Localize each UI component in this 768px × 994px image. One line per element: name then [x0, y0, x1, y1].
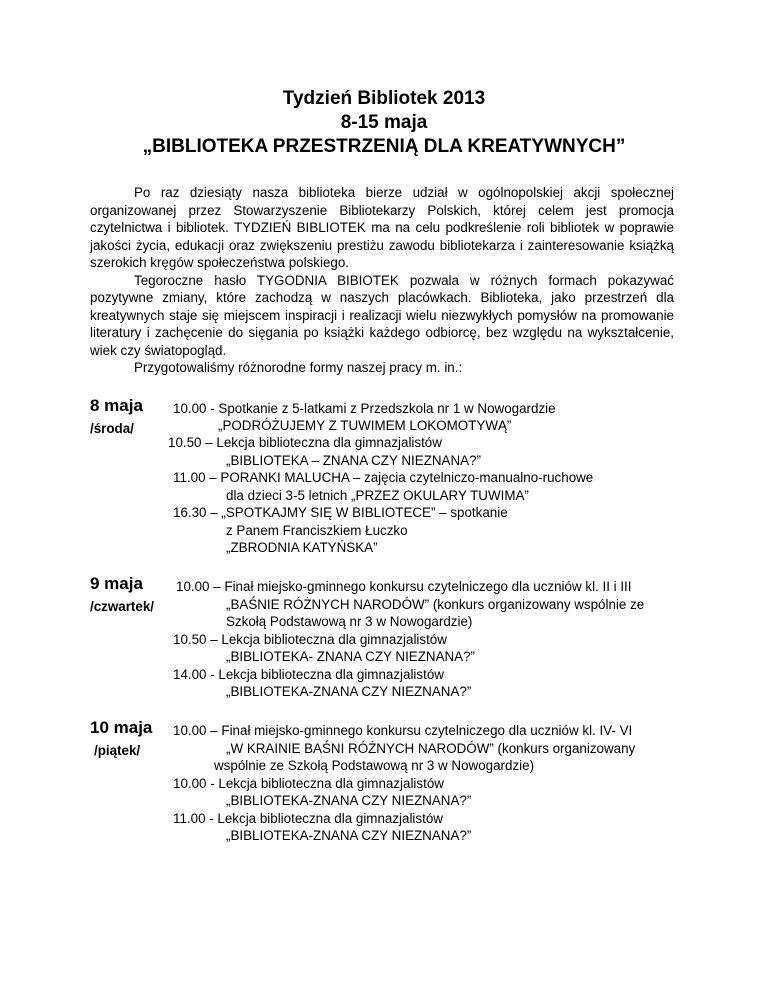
event-line: 10.00 – Finał miejsko-gminnego konkursu czytelniczego dla uczniów kl. IV- VI	[173, 723, 633, 738]
event-line: 16.30 – „SPOTKAJMY SIĘ W BIBLIOTECE” – spotkanie	[173, 505, 508, 520]
event-line: „PODRÓŻUJEMY Z TUWIMEM LOKOMOTYWĄ”	[218, 418, 512, 433]
event-line: z Panem Franciszkiem Łuczko	[226, 523, 408, 538]
day-block-10-maja	[90, 718, 152, 760]
day-name: 9 maja	[90, 574, 143, 593]
slogan-title: „BIBLIOTEKA PRZESTRZENIĄ DLA KREATYWNYCH”	[142, 136, 626, 157]
event-line: dla dzieci 3-5 letnich „PRZEZ OKULARY TUWIMA”	[226, 488, 529, 503]
event-line: 10.50 – Lekcja biblioteczna dla gimnazjalistów	[168, 435, 442, 450]
document-title: Tydzień Bibliotek 2013	[282, 88, 486, 109]
event-line: „BIBLIOTEKA-ZNANA CZY NIEZNANA?”	[226, 684, 472, 699]
event-line: „BIBLIOTEKA-ZNANA CZY NIEZNANA?”	[226, 828, 472, 843]
event-line: „BIBLIOTEKA- ZNANA CZY NIEZNANA?”	[226, 649, 476, 664]
intro-paragraph-3: Przygotowaliśmy różnorodne formy naszej pracy m. in.:	[134, 360, 463, 375]
day-weekday: /czwartek/	[90, 599, 155, 614]
day-weekday: /środa/	[90, 421, 134, 436]
day-weekday: /piątek/	[94, 743, 141, 758]
event-line: 10.00 – Finał miejsko-gminnego konkursu czytelniczego dla uczniów kl. II i III	[176, 579, 632, 594]
event-line: wspólnie ze Szkołą Podstawową nr 3 w Nowogardzie)	[214, 758, 535, 773]
day-block-9-maja	[90, 574, 154, 616]
intro-paragraph-2: Tegoroczne hasło TYGODNIA BIBIOTEK pozwala w różnych formach pokazywać pozytywne zmiany, które zachodzą w naszych placówkach. Biblioteka, jako przestrzeń dla kreatywnych staje się miejscem inspiracji i realizacji wielu niezwykłych pomysłów na promowanie literatury i zachęcenie do sięgania po książki każdego odbiorcę, bez względu na wykształcenie, wiek czy światopogląd.	[90, 272, 674, 358]
day-block-8-maja	[90, 396, 143, 438]
day-name: 10 maja	[90, 718, 153, 737]
event-line: 10.00 - Lekcja biblioteczna dla gimnazjalistów	[173, 776, 444, 791]
event-line: 11.00 - Lekcja biblioteczna dla gimnazjalistów	[173, 811, 443, 826]
event-line: 10.00 - Spotkanie z 5-latkami z Przedszkola nr 1 w Nowogardzie	[173, 401, 556, 416]
day-name: 8 maja	[90, 396, 143, 415]
intro-paragraph-1: Po raz dziesiąty nasza biblioteka bierze udział w ogólnopolskiej akcji społecznej organizowanej przez Stowarzyszenie Bibliotekarzy Polskich, której celem jest promocja czytelnictwa i bibliotek. TYDZIEŃ BIBLIOTEK ma na celu podkreślenie roli bibliotek w poprawie jakości życia, edukacji oraz zwiększeniu prestiżu zawodu bibliotekarza i zainteresowanie książką szerokich kręgów społeczeństwa polskiego.	[90, 185, 674, 270]
event-line: „BIBLIOTEKA-ZNANA CZY NIEZNANA?”	[226, 793, 472, 808]
event-line: 14.00 - Lekcja biblioteczna dla gimnazjalistów	[173, 667, 444, 682]
intro-section	[90, 184, 674, 377]
event-line: „BIBLIOTEKA – ZNANA CZY NIEZNANA?”	[226, 453, 481, 468]
event-line: Szkołą Podstawową nr 3 w Nowogardzie)	[226, 614, 473, 629]
event-line: 11.00 – PORANKI MALUCHA – zajęcia czytelniczo-manualno-ruchowe	[173, 470, 594, 485]
date-range-title: 8-15 maja	[340, 112, 428, 133]
event-line: „W KRAINIE BAŚNI RÓŻNYCH NARODÓW” (konkurs organizowany	[226, 741, 636, 756]
event-line: „BAŚNIE RÓŻNYCH NARODÓW” (konkurs organizowany wspólnie ze	[226, 597, 645, 612]
event-line: „ZBRODNIA KATYŃSKA”	[226, 540, 378, 555]
event-line: 10.50 – Lekcja biblioteczna dla gimnazjalistów	[173, 632, 447, 647]
